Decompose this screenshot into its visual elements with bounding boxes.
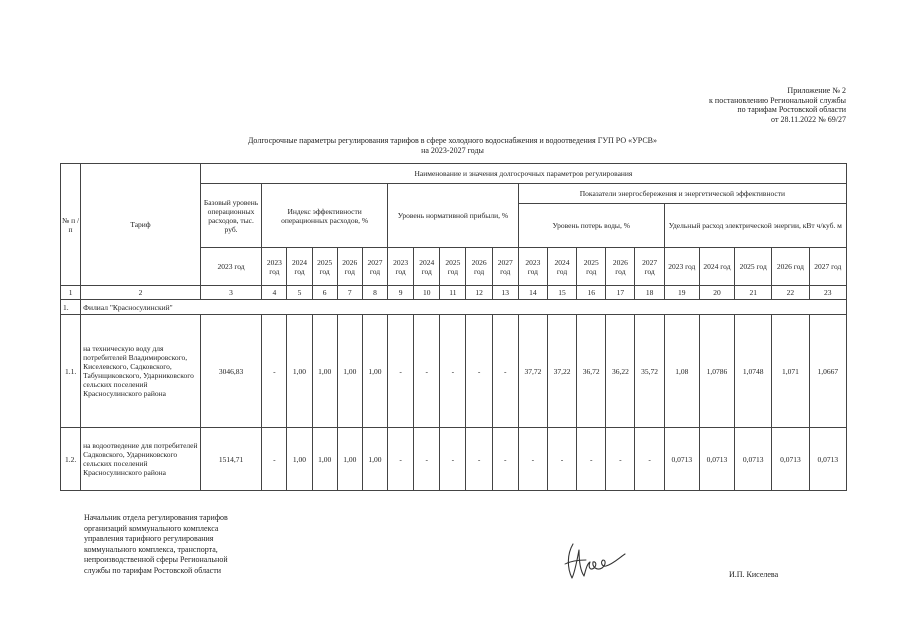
year-cell: 2027 год — [362, 248, 387, 286]
profit-cell: - — [466, 315, 492, 428]
position-line: Начальник отдела регулирования тарифов — [84, 513, 228, 522]
energy-cell: 0,0713 — [772, 428, 809, 491]
efficiency-cell: 1,00 — [362, 428, 387, 491]
efficiency-cell: 1,00 — [287, 315, 312, 428]
column-number: 15 — [547, 286, 576, 300]
row-base-level: 3046,83 — [200, 315, 261, 428]
document-title — [0, 136, 905, 155]
parameters-table — [60, 163, 847, 491]
column-number: 2 — [81, 286, 201, 300]
column-number: 9 — [388, 286, 414, 300]
appendix-line: к постановлению Региональной службы — [709, 95, 846, 105]
loss-cell: - — [635, 428, 664, 491]
loss-cell: - — [518, 428, 547, 491]
header-row — [61, 164, 847, 184]
appendix-block — [526, 86, 846, 124]
header-energy-group: Показатели энергосбережения и энергетической эффективности — [518, 184, 846, 204]
efficiency-cell: 1,00 — [287, 428, 312, 491]
loss-cell: - — [577, 428, 606, 491]
header-water-loss: Уровень потерь воды, % — [518, 204, 664, 248]
profit-cell: - — [414, 315, 440, 428]
year-cell: 2026 год — [772, 248, 809, 286]
position-line: коммунального комплекса, транспорта, — [84, 544, 218, 554]
efficiency-cell: 1,00 — [337, 428, 362, 491]
loss-cell: 37,22 — [547, 315, 576, 428]
position-line: управления тарифного регулирования — [84, 534, 214, 544]
row-tariff: на водоотведение для потребителей Садковского, Ударниковского сельских поселений Красносулинского района — [81, 428, 201, 491]
year-cell: 2025 год — [735, 248, 772, 286]
column-number: 8 — [362, 286, 387, 300]
energy-cell: 1,0667 — [809, 315, 846, 428]
year-cell: 2026 год — [606, 248, 635, 286]
year-cell: 2026 год — [337, 248, 362, 286]
loss-cell: 37,72 — [518, 315, 547, 428]
year-cell: 2023 год — [388, 248, 414, 286]
year-cell: 2024 год — [287, 248, 312, 286]
profit-cell: - — [492, 315, 518, 428]
year-cell: 2024 год — [547, 248, 576, 286]
position-line: службы по тарифам Ростовской области — [84, 565, 221, 575]
appendix-line: по тарифам Ростовской области — [737, 105, 846, 115]
year-cell: 2023 год — [664, 248, 699, 286]
column-number: 14 — [518, 286, 547, 300]
loss-cell: - — [547, 428, 576, 491]
column-number: 19 — [664, 286, 699, 300]
year-cell: 2027 год — [809, 248, 846, 286]
column-number: 23 — [809, 286, 846, 300]
column-number: 7 — [337, 286, 362, 300]
year-cell: 2024 год — [699, 248, 734, 286]
profit-cell: - — [414, 428, 440, 491]
header-tariff: Тариф — [81, 164, 201, 286]
profit-cell: - — [388, 428, 414, 491]
loss-cell: - — [606, 428, 635, 491]
efficiency-cell: 1,00 — [362, 315, 387, 428]
year-cell: 2027 год — [635, 248, 664, 286]
title-line: Долгосрочные параметры регулирования тарифов в сфере холодного водоснабжения и водоотведения ГУП РО «УРСВ» — [247, 136, 658, 145]
header-profit-level: Уровень нормативной прибыли, % — [388, 184, 519, 248]
energy-cell: 1,0748 — [735, 315, 772, 428]
profit-cell: - — [440, 428, 466, 491]
header-electricity: Удельный расход электрической энергии, кВт ч/куб. м — [664, 204, 846, 248]
table-row — [61, 428, 847, 491]
efficiency-cell: 1,00 — [337, 315, 362, 428]
header-efficiency-index: Индекс эффективности операционных расходов, % — [262, 184, 388, 248]
column-number: 6 — [312, 286, 337, 300]
header-base-level: Базовый уровень операционных расходов, тыс. руб. — [200, 184, 261, 248]
loss-cell: 36,22 — [606, 315, 635, 428]
column-number: 10 — [414, 286, 440, 300]
energy-cell: 1,0786 — [699, 315, 734, 428]
column-number: 5 — [287, 286, 312, 300]
column-number: 22 — [772, 286, 809, 300]
column-number: 4 — [262, 286, 287, 300]
profit-cell: - — [492, 428, 518, 491]
year-cell: 2026 год — [466, 248, 492, 286]
branch-row — [61, 300, 847, 315]
handwritten-signature — [559, 538, 629, 584]
column-number: 17 — [606, 286, 635, 300]
row-number: 1.1. — [61, 315, 81, 428]
loss-cell: 35,72 — [635, 315, 664, 428]
energy-cell: 0,0713 — [735, 428, 772, 491]
efficiency-cell: - — [262, 428, 287, 491]
header-number: № п /п — [61, 164, 81, 286]
branch-number: 1. — [61, 300, 81, 315]
efficiency-cell: - — [262, 315, 287, 428]
appendix-line: от 28.11.2022 № 69/27 — [771, 114, 846, 124]
profit-cell: - — [388, 315, 414, 428]
row-base-level: 1514,71 — [200, 428, 261, 491]
efficiency-cell: 1,00 — [312, 315, 337, 428]
column-number: 3 — [200, 286, 261, 300]
loss-cell: 36,72 — [577, 315, 606, 428]
year-cell: 2025 год — [312, 248, 337, 286]
year-cell: 2025 год — [577, 248, 606, 286]
title-line: на 2023-2027 годы — [421, 145, 484, 155]
energy-cell: 1,071 — [772, 315, 809, 428]
column-number: 16 — [577, 286, 606, 300]
year-cell: 2023 год — [262, 248, 287, 286]
appendix-line: Приложение № 2 — [787, 86, 846, 95]
year-cell: 2025 год — [440, 248, 466, 286]
energy-cell: 0,0713 — [664, 428, 699, 491]
column-number: 20 — [699, 286, 734, 300]
row-tariff: на техническую воду для потребителей Владимировского, Киселевского, Садковского, Табунщиковского, Ударниковского сельских поселений Красносулинского района — [81, 315, 201, 428]
table-row — [61, 315, 847, 428]
column-number: 13 — [492, 286, 518, 300]
profit-cell: - — [440, 315, 466, 428]
header-base-year: 2023 год — [200, 248, 261, 286]
year-cell: 2024 год — [414, 248, 440, 286]
year-cell: 2027 год — [492, 248, 518, 286]
signer-position — [84, 513, 284, 577]
position-line: непроизводственной сферы Региональной — [84, 555, 228, 565]
header-group-title: Наименование и значения долгосрочных параметров регулирования — [200, 164, 846, 184]
row-number: 1.2. — [61, 428, 81, 491]
profit-cell: - — [466, 428, 492, 491]
energy-cell: 0,0713 — [809, 428, 846, 491]
position-line: организаций коммунального комплекса — [84, 523, 219, 533]
year-cell: 2023 год — [518, 248, 547, 286]
branch-name: Филиал "Красносулинский" — [81, 300, 847, 315]
column-number: 1 — [61, 286, 81, 300]
column-number-row — [61, 286, 847, 300]
column-number: 11 — [440, 286, 466, 300]
efficiency-cell: 1,00 — [312, 428, 337, 491]
column-number: 21 — [735, 286, 772, 300]
signer-name: И.П. Киселева — [729, 570, 779, 579]
energy-cell: 1,08 — [664, 315, 699, 428]
column-number: 18 — [635, 286, 664, 300]
column-number: 12 — [466, 286, 492, 300]
energy-cell: 0,0713 — [699, 428, 734, 491]
